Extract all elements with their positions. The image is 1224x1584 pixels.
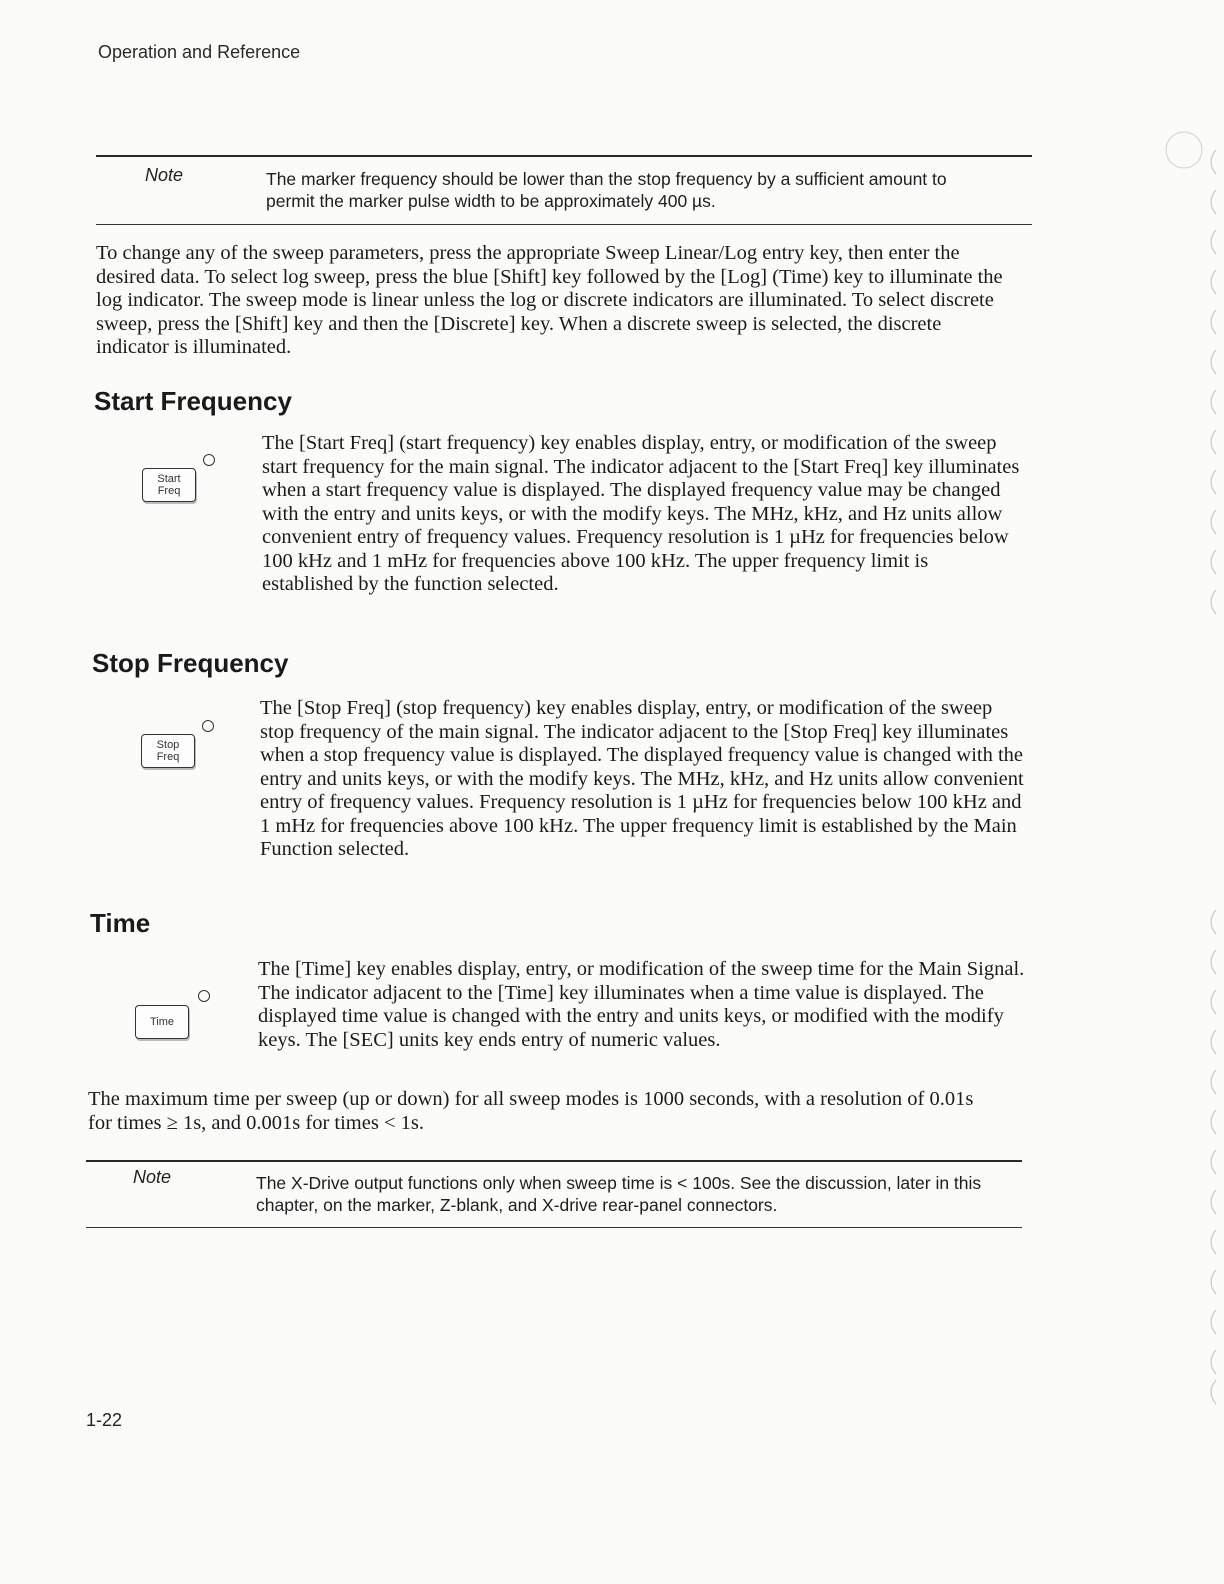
note-label: Note	[133, 1167, 172, 1187]
time-key[interactable]	[135, 1005, 189, 1039]
start-frequency-paragraph: The [Start Freq] (start frequency) key enables display, entry, or modification of the sweep start frequency for the main signal. The indicator adjacent to the [Start Freq] key illuminates when a start frequency value is displayed. The displayed frequency value may be changed with the entry and units keys, or with the modify keys. The MHz, kHz, and Hz units allow convenient entry of frequency values. Frequency resolution is 1 µHz for frequencies below 100 kHz and 1 mHz for frequencies above 100 kHz. The upper frequency limit is established by the function selected.	[262, 432, 1020, 595]
stop-frequency-paragraph: The [Stop Freq] (stop frequency) key enables display, entry, or modification of the sweep stop frequency of the main signal. The indicator adjacent to the [Stop Freq] key illuminates when a stop frequency value is displayed. The displayed frequency value is changed with the entry and units keys, or with the modify keys. The MHz, kHz, and Hz units allow convenient entry of frequency values. Frequency resolution is 1 µHz for frequencies below 100 kHz and 1 mHz for frequencies above 100 kHz. The upper frequency limit is established by the Main Function selected.	[260, 697, 1024, 860]
start-frequency-heading: Start Frequency	[94, 386, 292, 416]
note-label: Note	[145, 165, 184, 185]
note-top-rule	[96, 155, 1032, 157]
time-heading: Time	[90, 908, 151, 938]
note-bottom-rule	[96, 224, 1032, 225]
time-paragraph: The [Time] key enables display, entry, or modification of the sweep time for the Main Signal. The indicator adjacent to the [Time] key illuminates when a time value is displayed. The displayed time value is changed with the entry and units keys, or modified with the modify keys. The [SEC] units key ends entry of numeric values.	[258, 958, 1025, 1051]
intro-paragraph: To change any of the sweep parameters, press the appropriate Sweep Linear/Log entry key, then enter the desired data. To select log sweep, press the blue [Shift] key followed by the [Log] (Time) key to illuminate the log indicator. The sweep mode is linear unless the log or discrete indicators are illuminated. To select discrete sweep, press the [Shift] key and then the [Discrete] key. When a discrete sweep is selected, the discrete indicator is illuminated.	[96, 242, 1003, 358]
stop-freq-key-label-1: Stop	[156, 739, 180, 751]
note-top-rule	[86, 1160, 1022, 1162]
start-freq-key-label-1: Start	[157, 473, 181, 485]
stop-frequency-heading: Stop Frequency	[92, 648, 289, 678]
note-text: The marker frequency should be lower than the stop frequency by a sufficient amount to permit the marker pulse width to be approximately 400 µs.	[266, 169, 947, 211]
running-head: Operation and Reference	[98, 42, 301, 62]
note-bottom-rule	[86, 1227, 1022, 1228]
time-key-label: Time	[149, 1016, 175, 1028]
start-freq-key-label-2: Freq	[157, 485, 181, 497]
binder-holes	[1154, 0, 1224, 1584]
time-indicator-icon	[198, 990, 210, 1002]
page-number: 1-22	[86, 1410, 123, 1430]
note-text: The X-Drive output functions only when sweep time is < 100s. See the discussion, later in this chapter, on the marker, Z-blank, and X-drive rear-panel connectors.	[256, 1173, 982, 1215]
stop-freq-indicator-icon	[202, 720, 214, 732]
max-time-paragraph: The maximum time per sweep (up or down) for all sweep modes is 1000 seconds, with a resolution of 0.01s for times ≥ 1s, and 0.001s for times < 1s.	[88, 1088, 974, 1134]
stop-freq-key-label-2: Freq	[156, 751, 180, 763]
start-freq-key[interactable]	[142, 468, 196, 502]
start-freq-indicator-icon	[203, 454, 215, 466]
stop-freq-key[interactable]	[141, 734, 195, 768]
